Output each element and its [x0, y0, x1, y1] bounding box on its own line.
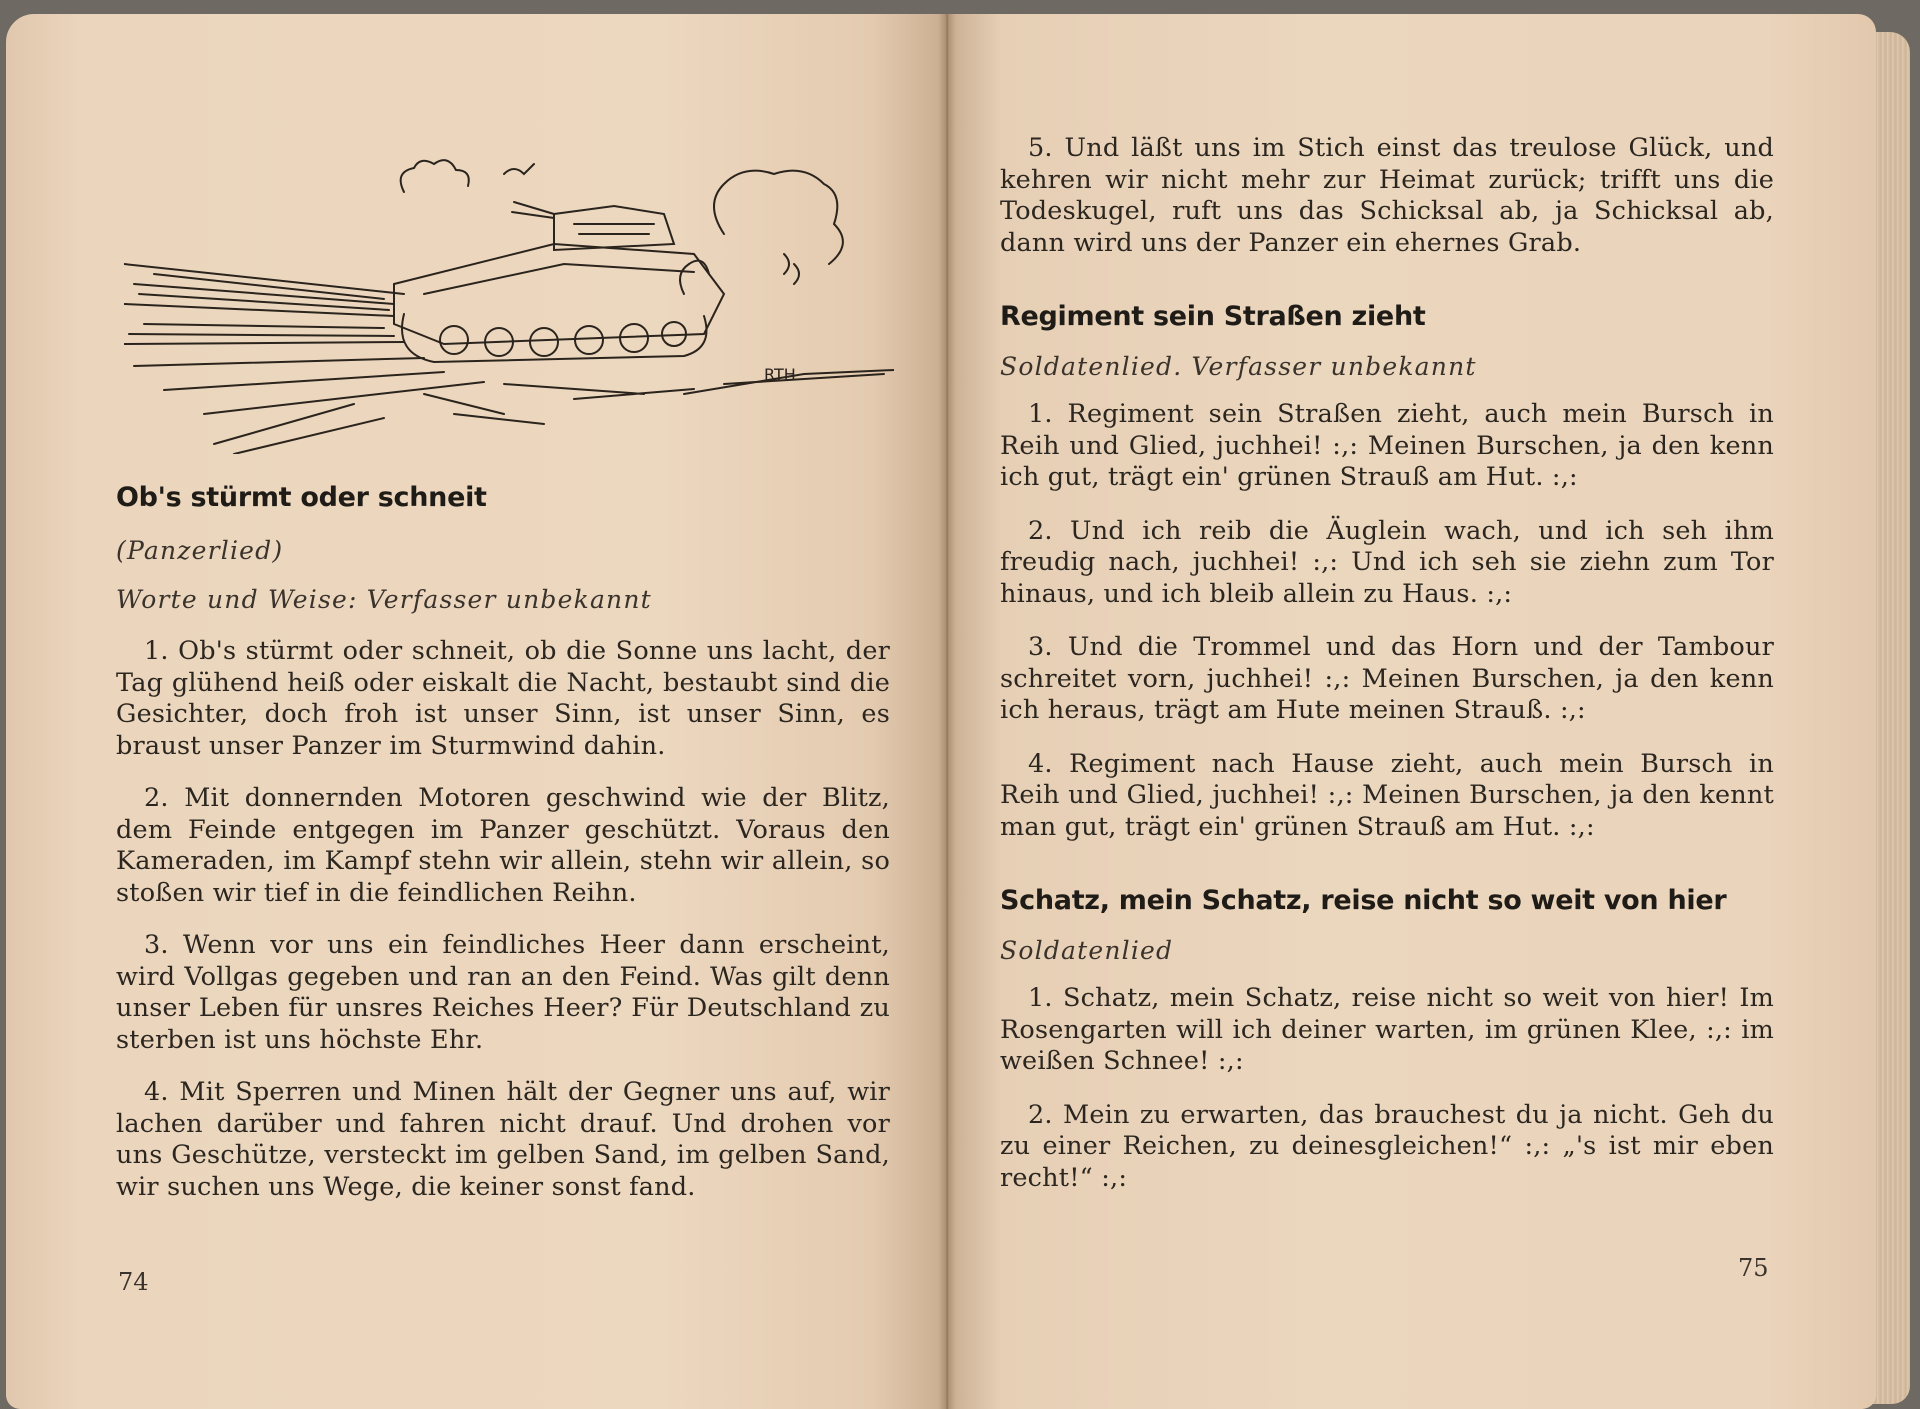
song-subtitle-schatz: Soldatenlied — [1000, 936, 1174, 965]
regiment-verse-1: 1. Regiment sein Straßen zieht, auch mein Bursch in Reih und Glied, juchhei! :,: Meinen Burschen, ja den kenn ich gut, trägt ein' grünen Strauß am Hut. :,: — [1000, 399, 1774, 492]
tank-illustration-icon — [124, 144, 894, 454]
verse-1: 1. Ob's stürmt oder schneit, ob die Sonne uns lacht, der Tag glühend heiß oder eiskalt die Nacht, bestaubt sind die Gesichter, doch froh ist unser Sinn, ist unser Sinn, es braust unser Panzer im Sturmwind dahin. — [116, 636, 890, 761]
verse-2: 2. Mit donnernden Motoren geschwind wie der Blitz, dem Feinde entgegen im Panzer geschützt. Voraus den Kameraden, im Kampf stehn wir allein, stehn wir allein, so stoßen wir tief in die feindlichen Reihn. — [116, 783, 890, 908]
page-number-left: 74 — [118, 1268, 149, 1296]
song-author-line: Worte und Weise: Verfasser unbekannt — [116, 585, 652, 614]
verse-5-continuation: 5. Und läßt uns im Stich einst das treulose Glück, und kehren wir nicht mehr zur Heimat zurück; trifft uns die Todeskugel, ruft uns das Schicksal ab, ja Schicksal ab, dann wird uns der Panzer ein ehernes Grab. — [1000, 133, 1774, 258]
verse-3: 3. Wenn vor uns ein feindliches Heer dann erscheint, wird Vollgas gegeben und ran an den Feind. Was gilt denn unser Leben für unsres Reiches Heer? Für Deutschland zu sterben ist uns höchste Ehr. — [116, 930, 890, 1055]
regiment-verse-4: 4. Regiment nach Hause zieht, auch mein Bursch in Reih und Glied, juchhei! :,: Meinen Burschen, ja den kennt man gut, trägt ein' grünen Strauß am Hut. :,: — [1000, 748, 1774, 842]
right-page — [946, 14, 1876, 1409]
schatz-verse-2: 2. Mein zu erwarten, das brauchest du ja nicht. Geh du zu einer Reichen, zu deinesgleichen!“ :,: „'s ist mir eben recht!“ :,: — [1000, 1099, 1774, 1193]
regiment-verse-3: 3. Und die Trommel und das Horn und der Tambour schreitet vorn, juchhei! :,: Meinen Burschen, ja den kenn ich heraus, trägt am Hute meinen Strauß. :,: — [1000, 632, 1774, 725]
song-title-schatz: Schatz, mein Schatz, reise nicht so weit von hier — [1000, 885, 1727, 916]
song-title-obs-stuermt: Ob's stürmt oder schneit — [116, 482, 487, 513]
book-gutter — [938, 14, 956, 1409]
verse-4: 4. Mit Sperren und Minen hält der Gegner uns auf, wir lachen darüber und fahren nicht drauf. Und drohen vor uns Geschütze, versteckt im gelben Sand, im gelben Sand, wir suchen uns Wege, die keiner sonst fand. — [116, 1077, 890, 1202]
svg-text:RTH: RTH — [764, 365, 796, 384]
right-text-block — [1000, 133, 1774, 1194]
left-song-block — [116, 482, 890, 1203]
open-book — [0, 14, 1910, 1409]
song-subtitle-regiment: Soldatenlied. Verfasser unbekannt — [1000, 352, 1477, 381]
page-number-right: 75 — [1738, 1254, 1769, 1282]
schatz-verse-1: 1. Schatz, mein Schatz, reise nicht so weit von hier! Im Rosengarten will ich deiner warten, im grünen Klee, :,: im weißen Schnee! :,: — [1000, 983, 1774, 1076]
song-title-regiment: Regiment sein Straßen zieht — [1000, 301, 1426, 332]
regiment-verse-2: 2. Und ich reib die Äuglein wach, und ich seh ihm freudig nach, juchhei! :,: Und ich seh sie ziehn zum Tor hinaus, und ich bleib allein zu Haus. :,: — [1000, 515, 1774, 609]
left-page — [6, 14, 946, 1409]
song-subtitle-panzerlied: (Panzerlied) — [116, 536, 284, 565]
